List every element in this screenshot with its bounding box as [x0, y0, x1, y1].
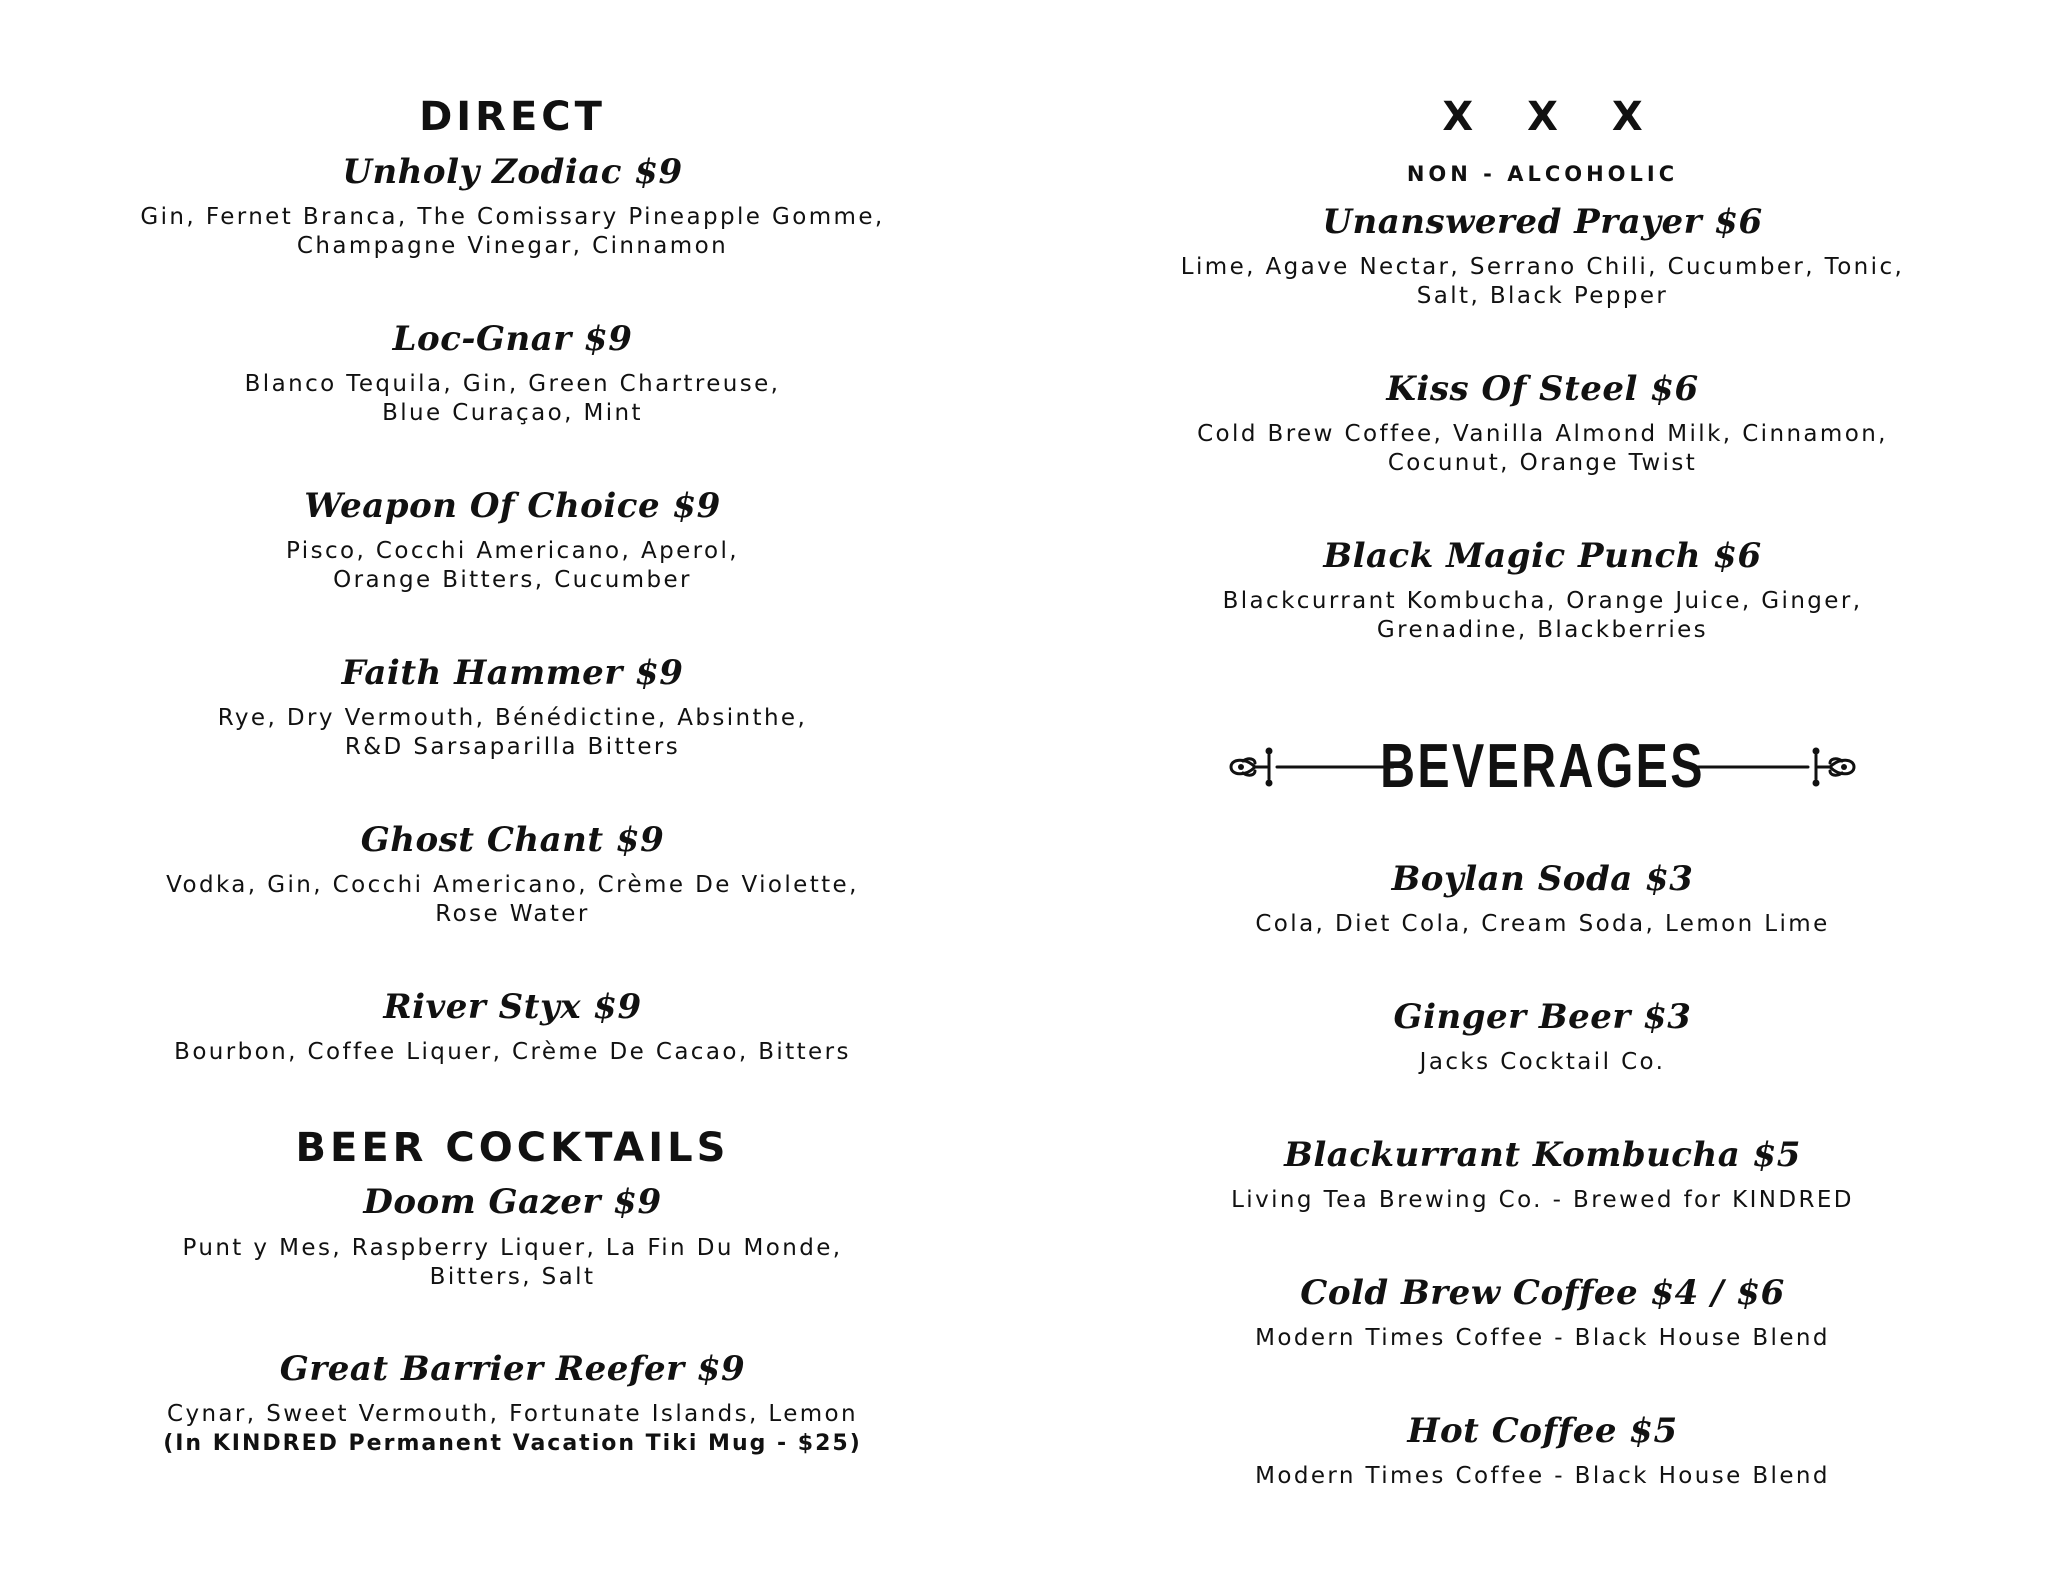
menu-item-name: Boylan Soda $3: [1391, 859, 1694, 899]
menu-item-name: Black Magic Punch $6: [1323, 536, 1762, 576]
menu-item-description: Cold Brew Coffee, Vanilla Almond Milk, Cinnamon, Cocunut, Orange Twist: [1197, 421, 1888, 476]
menu-item-name: Faith Hammer $9: [341, 653, 684, 693]
beer-cocktails-heading: BEER COCKTAILS: [295, 1125, 730, 1171]
menu-item-name: Unholy Zodiac $9: [342, 152, 683, 192]
right-flourish-ornament: [1690, 727, 1860, 807]
non-alcoholic-subheading: NON - ALCOHOLIC: [1406, 162, 1679, 186]
menu-item-description: Cynar, Sweet Vermouth, Fortunate Islands, Lemon: [166, 1401, 858, 1427]
menu-item-description: Jacks Cocktail Co.: [1419, 1049, 1666, 1075]
beverages-heading: BEVERAGES: [1380, 732, 1705, 801]
direct-heading: DIRECT: [419, 94, 606, 140]
menu-item-description: Living Tea Brewing Co. - Brewed for KINDRED: [1231, 1187, 1854, 1213]
menu-item-description: Gin, Fernet Branca, The Comissary Pineapple Gomme, Champagne Vinegar, Cinnamon: [140, 204, 885, 259]
menu-item-name: Doom Gazer $9: [363, 1182, 662, 1222]
menu-item-name: Kiss Of Steel $6: [1386, 369, 1699, 409]
menu-item-description: Rye, Dry Vermouth, Bénédictine, Absinthe, R&D Sarsaparilla Bitters: [217, 705, 808, 760]
beverages-banner: [1090, 727, 1995, 807]
menu-item-name: Weapon Of Choice $9: [304, 486, 721, 526]
menu-item-description: Cola, Diet Cola, Cream Soda, Lemon Lime: [1255, 911, 1830, 937]
menu-item-description: Vodka, Gin, Cocchi Americano, Crème De Violette, Rose Water: [166, 872, 859, 927]
menu-item-name: Loc-Gnar $9: [392, 319, 633, 359]
menu-item-description: Punt y Mes, Raspberry Liquer, La Fin Du Monde, Bitters, Salt: [182, 1235, 843, 1290]
menu-item-description: Pisco, Cocchi Americano, Aperol, Orange Bitters, Cucumber: [286, 538, 739, 593]
menu-item-name: Ginger Beer $3: [1393, 997, 1692, 1037]
menu-item-description: Blackcurrant Kombucha, Orange Juice, Ginger, Grenadine, Blackberries: [1222, 588, 1863, 643]
menu-item-name: Hot Coffee $5: [1407, 1411, 1678, 1451]
menu-item-description: Modern Times Coffee - Black House Blend: [1255, 1463, 1830, 1489]
menu-item-description: Blanco Tequila, Gin, Green Chartreuse, Blue Curaçao, Mint: [244, 371, 781, 426]
menu-item-note: (In KINDRED Permanent Vacation Tiki Mug - $25): [163, 1431, 862, 1456]
menu-item-name: Great Barrier Reefer $9: [279, 1349, 746, 1389]
menu-item-name: Ghost Chant $9: [360, 820, 665, 860]
menu-item-name: Unanswered Prayer $6: [1322, 202, 1763, 242]
menu-item-name: River Styx $9: [383, 987, 642, 1027]
menu-item-description: Bourbon, Coffee Liquer, Crème De Cacao, Bitters: [174, 1039, 851, 1065]
xxx-heading: X X X: [1442, 94, 1663, 140]
menu-item-description: Lime, Agave Nectar, Serrano Chili, Cucumber, Tonic, Salt, Black Pepper: [1180, 254, 1905, 309]
menu-item-name: Cold Brew Coffee $4 / $6: [1300, 1273, 1785, 1313]
menu-item-description: Modern Times Coffee - Black House Blend: [1255, 1325, 1830, 1351]
menu-item-name: Blackurrant Kombucha $5: [1284, 1135, 1801, 1175]
